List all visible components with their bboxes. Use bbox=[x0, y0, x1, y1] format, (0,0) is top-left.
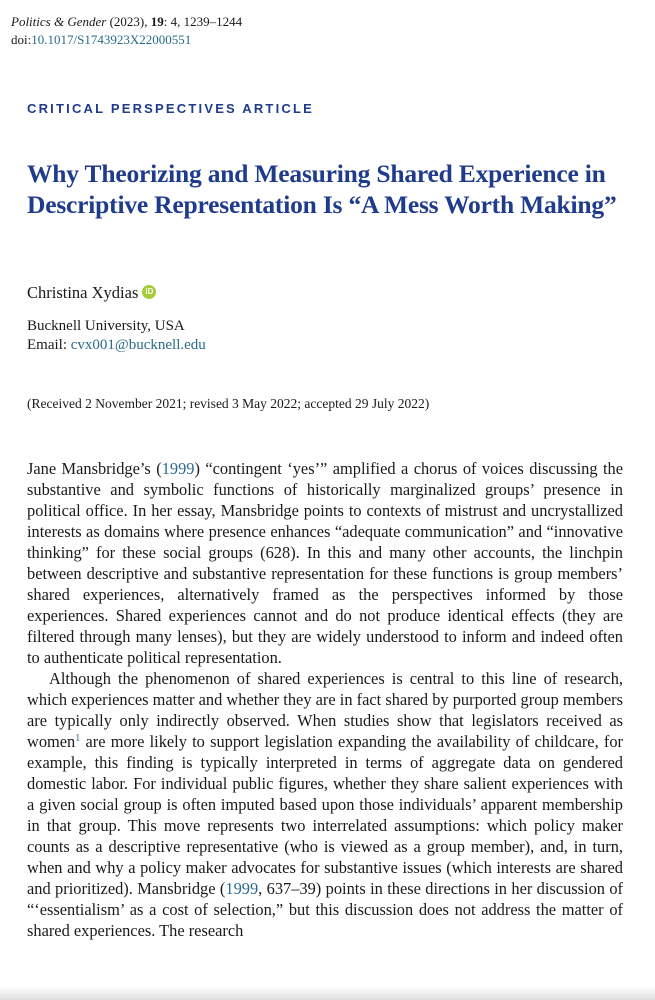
citation-link[interactable]: 1999 bbox=[161, 459, 195, 478]
affiliation-block bbox=[27, 317, 206, 355]
journal-name: Politics & Gender bbox=[11, 14, 107, 29]
journal-volume: 19 bbox=[150, 14, 164, 29]
text-span: ) “contingent ‘yes’” amplified a chorus of voices discussing the substantive and symbolic functions of historically marginalized groups’ presence in political office. In her essay, Mansbridge points to contexts of mistrust and uncrystallized interests as domains where presence enhances “adequate communication” and “innovative thinking” for these social groups (628). In this and many other accounts, the linchpin between descriptive and substantive representation for these functions is group members’ shared experiences, alternatively framed as the perspectives informed by those experiences. Shared experiences cannot and do not produce identical effects (they are filtered through many lenses), but they are widely understood to inform and indeed often to authenticate political representation. bbox=[27, 459, 623, 667]
footnote-marker[interactable]: 1 bbox=[75, 733, 81, 744]
doi-link[interactable]: 10.1017/S1743923X22000551 bbox=[31, 32, 192, 47]
text-span: are more likely to support legislation expanding the availability of childcare, for example, this finding is typically interpreted in terms of aggregate data on gendered domestic labor. For individual public figures, whether they share salient experiences with a given social group is often imputed based upon those individuals’ apparent membership in that group. This move represents two interrelated assumptions: which policy maker counts as a descriptive representative (who is viewed as a group member), and, in turn, when and why a policy maker advocates for substantive issues (which interests are shared and prioritized). Mansbridge ( bbox=[27, 732, 623, 898]
section-label: CRITICAL PERSPECTIVES ARTICLE bbox=[27, 101, 314, 116]
email-link[interactable]: cvx001@bucknell.edu bbox=[70, 337, 206, 353]
text-span: Although the phenomenon of shared experiences is central to this line of research, which experiences matter and whether they are in fact shared by purported group members are typically only indirectly observed. When studies show that legislators received as women bbox=[27, 669, 623, 751]
doi-line bbox=[11, 31, 242, 49]
paragraph-2 bbox=[27, 668, 623, 941]
citation-line bbox=[11, 13, 242, 31]
paragraph-1 bbox=[27, 458, 623, 668]
email-line bbox=[27, 336, 206, 355]
affiliation: Bucknell University, USA bbox=[27, 318, 185, 334]
author-name[interactable]: Christina Xydias bbox=[27, 283, 139, 302]
article-body bbox=[27, 458, 623, 941]
journal-issue-pages: : 4, 1239–1244 bbox=[163, 14, 243, 29]
page-bottom-edge bbox=[0, 986, 655, 1000]
doi-prefix: doi: bbox=[11, 32, 32, 47]
journal-year: (2023), bbox=[106, 14, 151, 29]
text-span: Jane Mansbridge’s ( bbox=[27, 459, 162, 478]
orcid-icon[interactable]: iD bbox=[142, 285, 156, 299]
email-label: Email: bbox=[27, 337, 71, 353]
received-dates: (Received 2 November 2021; revised 3 May 2022; accepted 29 July 2022) bbox=[27, 396, 430, 411]
text-span: , 637–39) points in these directions in her discussion of “‘essentialism’ as a cost of selection,” but this discussion does not address the matter of shared experiences. The research bbox=[27, 879, 623, 940]
article-title: Why Theorizing and Measuring Shared Experience in Descriptive Representation Is “A Mess Worth Making” bbox=[27, 159, 617, 219]
citation-link[interactable]: 1999 bbox=[225, 879, 259, 898]
author-line bbox=[27, 283, 156, 303]
citation-header bbox=[11, 13, 242, 49]
